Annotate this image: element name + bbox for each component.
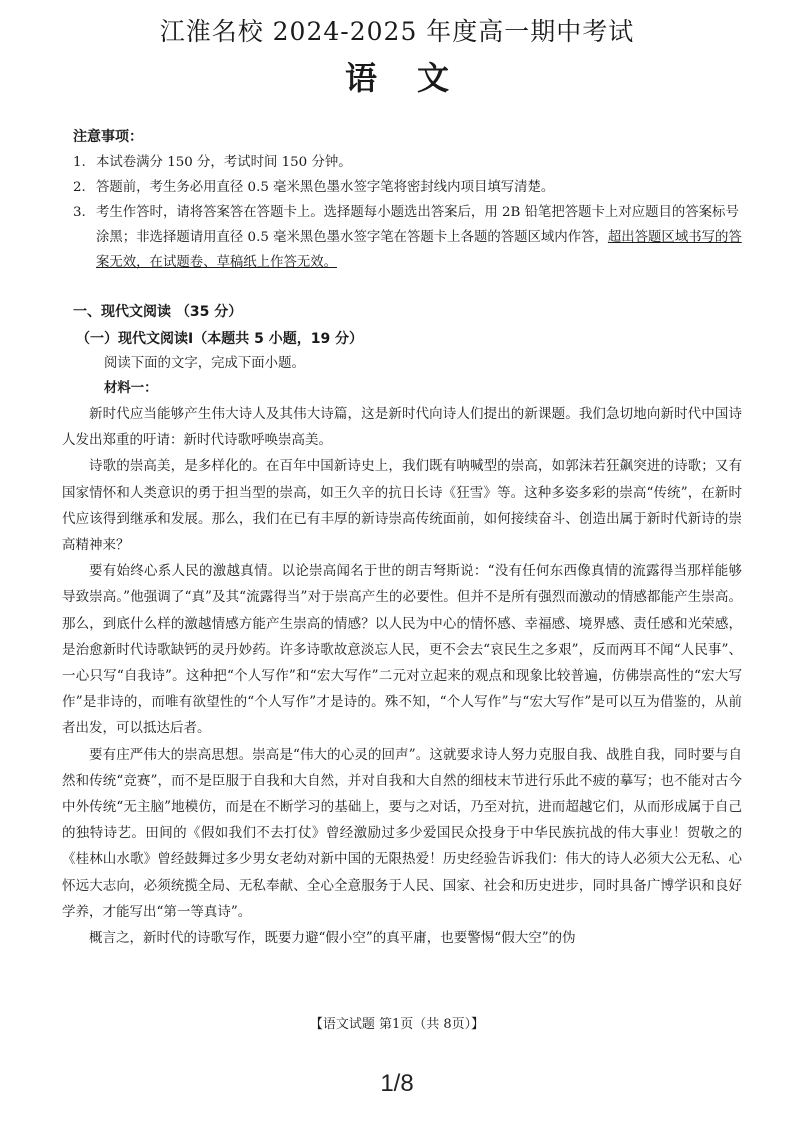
notice-emphasis: 超出答题区域书写的答案无效，在试题卷、草稿纸上作答无效。 xyxy=(96,230,742,270)
notice-text: 答题前，考生务必用直径 0.5 毫米黑色墨水签字笔将密封线内项目填写清楚。 xyxy=(96,180,555,195)
material-label: 材料一： xyxy=(104,381,158,396)
passage-paragraph: 新时代应当能够产生伟大诗人及其伟大诗篇，这是新时代向诗人们提出的新课题。我们急切地向新时代中国诗人发出郑重的吁请：新时代诗歌呼唤崇高美。 xyxy=(62,406,742,449)
notice-text: 考生作答时，请将答案答在答题卡上。选择题每小题选出答案后，用 2B 铅笔把答题卡上对应题目的答案标号涂黑；非选择题请用直径 0.5 毫米黑色墨水签字笔在答题卡上各题的答题区域内作答， xyxy=(96,205,739,245)
section-heading: 一、现代文阅读 （35 分） xyxy=(73,304,243,320)
notice-heading: 注意事项： xyxy=(73,129,143,145)
subject-title: 语文 xyxy=(344,59,489,97)
page-footer: 【语文试题 第1页（共 8页）】 xyxy=(309,1017,485,1032)
notice-number: 1. xyxy=(73,155,86,170)
notice-item xyxy=(73,150,743,175)
exam-title: 江淮名校 2024-2025 年度高一期中考试 xyxy=(159,17,635,46)
page-indicator: 1/8 xyxy=(380,1070,414,1097)
notice-item xyxy=(73,175,743,200)
notice-text: 本试卷满分 150 分，考试时间 150 分钟。 xyxy=(96,155,352,170)
instruction: 阅读下面的文字，完成下面小题。 xyxy=(104,356,305,371)
passage xyxy=(62,401,742,951)
passage-paragraph: 概言之，新时代的诗歌写作，既要力避“假小空”的真平庸，也要警惕“假大空”的伪 xyxy=(89,930,576,947)
notice-number: 2. xyxy=(73,180,86,195)
subsection-heading: （一）现代文阅读Ⅰ（本题共 5 小题，19 分） xyxy=(76,331,364,347)
notice-item xyxy=(73,200,743,275)
passage-paragraph: 要有庄严伟大的崇高思想。崇高是“伟大的心灵的回声”。这就要求诗人努力克服自我、战胜自我，同时要与自然和传统“竞赛”，而不是臣服于自我和大自然，并对自我和大自然的细枝末节进行乐此不疲的摹写；也不能对古今中外传统“无主脑”地模仿，而是在不断学习的基础上，要与之对话，乃至对抗，进而超越它们，从而形成属于自己的独特诗艺。田间的《假如我们不去打仗》曾经激励过多少爱国民众投身于中华民族抗战的伟大事业！贺敬之的《桂林山水歌》曾经鼓舞过多少男女老幼对新中国的无限热爱！历史经验告诉我们：伟大的诗人必须大公无私、心怀远大志向，必须统揽全局、无私奉献、全心全意服务于人民、国家、社会和历史进步，同时具备广博学识和良好学养，才能写出“第一等真诗”。 xyxy=(62,746,742,920)
notice-list xyxy=(73,150,743,275)
passage-paragraph: 要有始终心系人民的激越真情。以论崇高闻名于世的朗吉弩斯说：“没有任何东西像真情的流露得当那样能够导致崇高。”他强调了“真”及其“流露得当”对于崇高产生的必要性。但并不是所有强烈而激动的情感都能产生崇高。那么，到底什么样的激越情感方能产生崇高的情感？以人民为中心的情怀感、幸福感、境界感、责任感和光荣感，是治愈新时代诗歌缺钙的灵丹妙药。许多诗歌故意淡忘人民，更不会去“哀民生之多艰”，反而两耳不闻“人民事”、一心只写“自我诗”。这种把“个人写作”和“宏大写作”二元对立起来的观点和现象比较普遍，仿佛崇高性的“宏大写作”是非诗的，而唯有欲望性的“个人写作”才是诗的。殊不知，“个人写作”与“宏大写作”是可以互为借鉴的，从前者出发，可以抵达后者。 xyxy=(62,563,742,737)
notice-number: 3. xyxy=(73,205,86,220)
passage-paragraph: 诗歌的崇高美，是多样化的。在百年中国新诗史上，我们既有呐喊型的崇高，如郭沫若狂飙突进的诗歌；又有国家情怀和人类意识的勇于担当型的崇高，如王久辛的抗日长诗《狂雪》等。这种多姿多彩的崇高“传统”，在新时代应该得到继承和发展。那么，我们在已有丰厚的新诗崇高传统面前，如何接续奋斗、创造出属于新时代新诗的崇高精神来？ xyxy=(62,458,742,554)
